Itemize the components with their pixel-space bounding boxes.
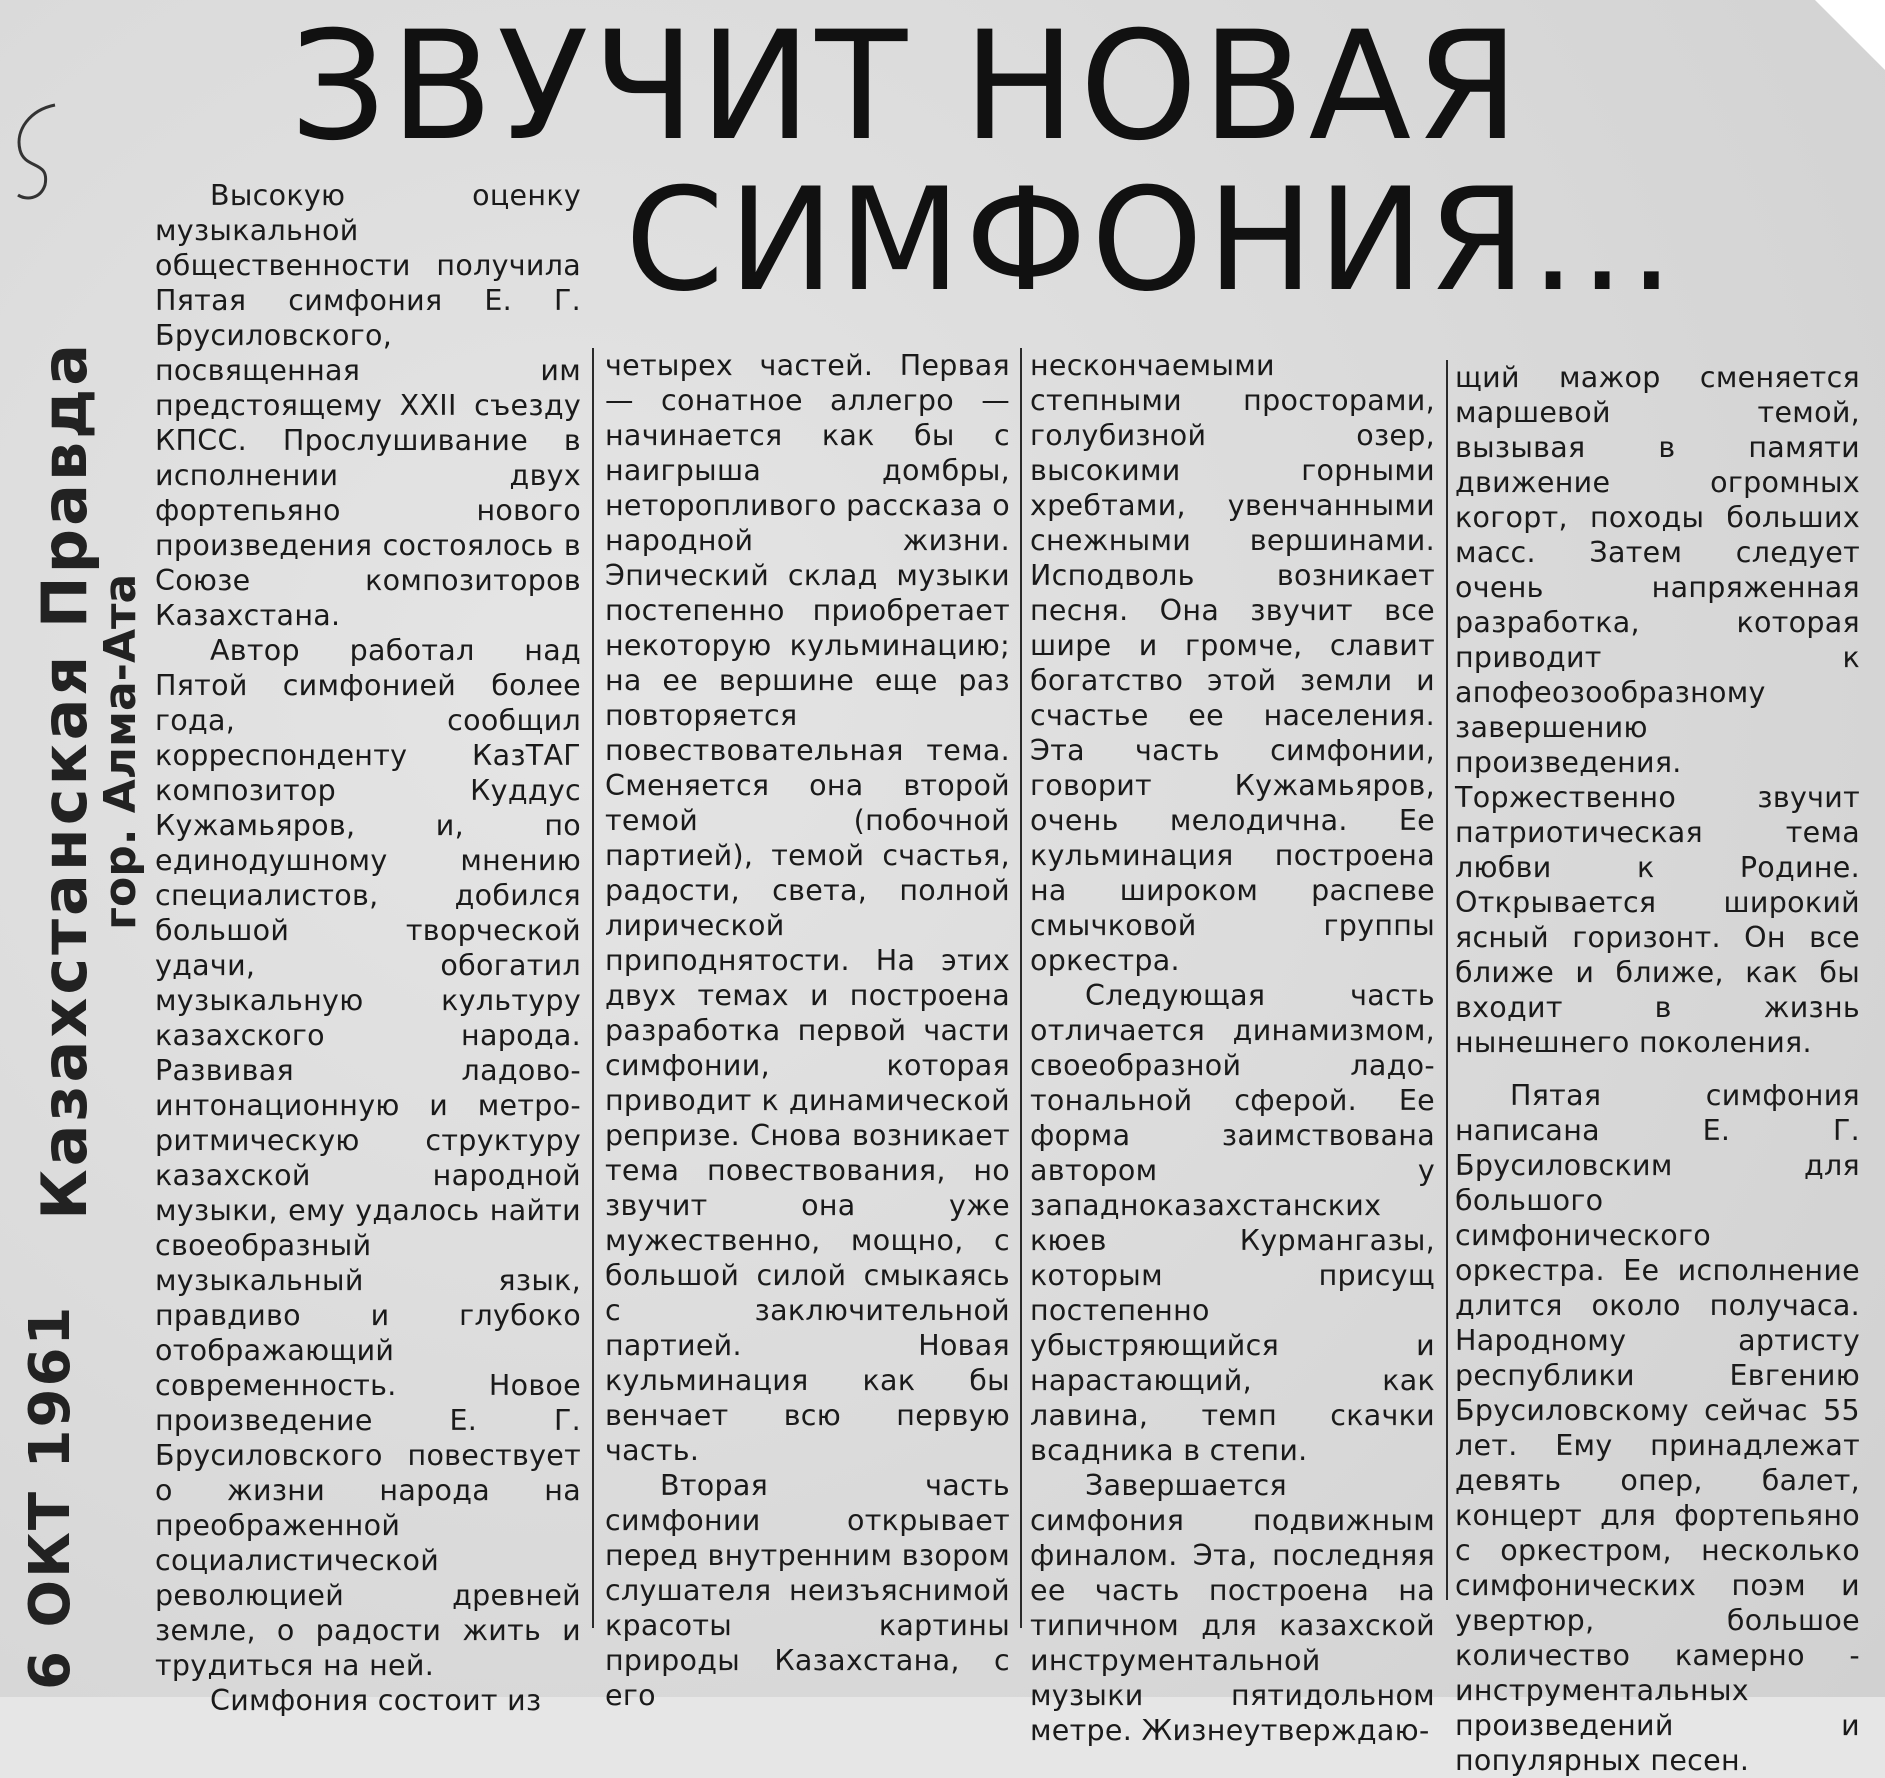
headline-line-2: СИМФОНИЯ...	[625, 158, 1678, 323]
paragraph: Следующая часть отличается динамизмом, своеобразной ладо-тональной сферой. Ее форма заимствована автором у западноказахстанских кюев Курмангазы, которым присущ постепенно убыстряющийся и нарастающий, как лавина, темп скачки всадника в степи.	[1030, 979, 1435, 1467]
article-column-2	[605, 348, 1010, 1713]
paragraph: Пятая симфония написана Е. Г. Брусиловским для большого симфонического оркестра. Ее исполнение длится около получаса. Народному артисту республики Евгению Брусиловскому сейчас 55 лет. Ему принадлежат девять опер, балет, концерт для фортепьяно с оркестром, несколько симфонических поэм и увертюр, большое количество камерно - инструментальных произведений и популярных песен.	[1455, 1079, 1860, 1777]
column-divider	[592, 348, 594, 1628]
paragraph: Высокую оценку музыкальной общественности получила Пятая симфония Е. Г. Брусиловского, посвященная им предстоящему XXII съезду КПСС. Прослушивание в исполнении двух фортепьяно нового произведения состоялось в Союзе композиторов Казахстана.	[155, 179, 581, 632]
article-column-1	[155, 178, 581, 1718]
torn-corner	[1815, 0, 1885, 70]
column-divider	[1446, 360, 1448, 1600]
paragraph: нескончаемыми степными просторами, голубизной озер, высокими горными хребтами, увенчанными снежными вершинами. Исподволь возникает песня. Она звучит все шире и громче, славит богатство этой земли и счастье ее населения. Эта часть симфонии, говорит Кужамьяров, очень мелодична. Ее кульминация построена на широком распеве смычковой группы оркестра.	[1030, 349, 1435, 977]
city-stamp: гор. Алма-Ата	[95, 573, 146, 930]
headline-line-1: ЗВУЧИТ НОВАЯ	[290, 0, 1524, 174]
article-column-3	[1030, 348, 1435, 1748]
article-column-4	[1455, 360, 1860, 1778]
paragraph: Симфония состоит из	[210, 1684, 542, 1717]
paragraph: Завершается симфония подвижным финалом. Эта, последняя ее часть построена на типичном для казахской инструментальной музыки пятидольном метре. Жизнеутверждаю-	[1030, 1469, 1435, 1747]
paragraph: четырех частей. Первая — сонатное аллегро — начинается как бы с наигрыша домбры, неторопливого рассказа о народной жизни. Эпический склад музыки постепенно приобретает некоторую кульминацию; на ее вершине еще раз повторяется повествовательная тема. Сменяется она второй темой (побочной партией), темой счастья, радости, света, полной лирической приподнятости. На этих двух темах и построена разработка первой части симфонии, которая приводит к динамической репризе. Снова возникает тема повествования, но звучит она уже мужественно, мощно, с большой силой смыкаясь с заключительной партией. Новая кульминация как бы венчает всю первую часть.	[605, 349, 1010, 1467]
column-divider	[1020, 348, 1022, 1628]
handwritten-mark-icon	[10, 100, 70, 210]
paragraph: щий мажор сменяется маршевой темой, вызывая в памяти движение огромных когорт, походы больших масс. Затем следует очень напряженная разработка, которая приводит к апофеозообразному завершению произведения. Торжественно звучит патриотическая тема любви к Родине. Открывается широкий ясный горизонт. Он все ближе и ближе, как бы входит в жизнь нынешнего поколения.	[1455, 361, 1860, 1059]
newspaper-name-stamp: Казахстанская Правда	[28, 340, 101, 1220]
date-stamp: 6 ОКТ 1961	[18, 1304, 83, 1690]
paragraph: Вторая часть симфонии открывает перед внутренним взором слушателя неизъяснимой красоты картины природы Казахстана, с его	[605, 1469, 1010, 1712]
paragraph: Автор работал над Пятой симфонией более года, сообщил корреспонденту КазТАГ композитор Куддус Кужамьяров, и, по единодушному мнению специалистов, добился большой творческой удачи, обогатил музыкальную культуру казахского народа. Развивая ладово-интонационную и метро-ритмическую структуру казахской народной музыки, ему удалось найти своеобразный музыкальный язык, правдиво и глубоко отображающий современность. Новое произведение Е. Г. Брусиловского повествует о жизни народа на преображенной социалистической революцией древней земле, о радости жить и трудиться на ней.	[155, 634, 581, 1682]
